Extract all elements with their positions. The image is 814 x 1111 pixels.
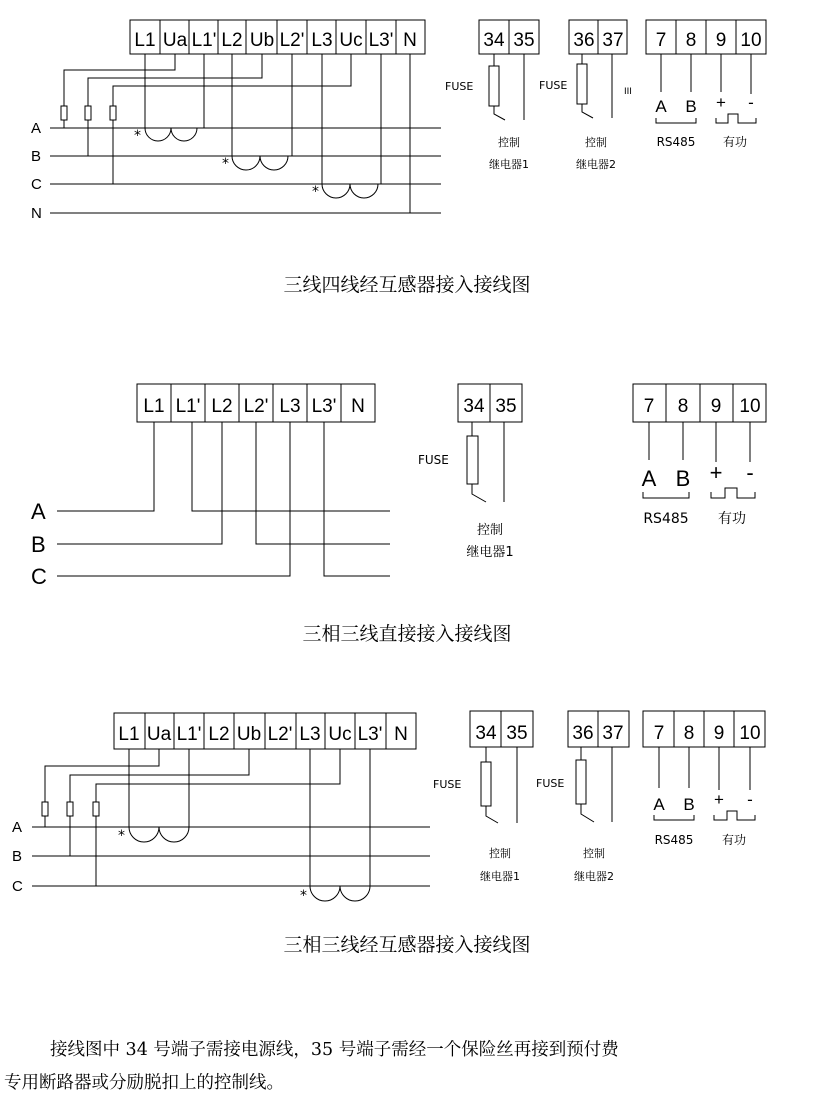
polarity-mark: *	[222, 156, 229, 172]
rs485-b-label: B	[675, 466, 691, 491]
phase-label-c: C	[31, 176, 42, 193]
pulse-plus-label: +	[716, 93, 726, 112]
fuse-label: FUSE	[445, 80, 474, 93]
phase-label-a: A	[31, 120, 42, 137]
terminal-label: L3'	[368, 30, 394, 51]
terminal-block	[137, 384, 375, 422]
terminal-label: Uc	[328, 724, 352, 745]
pulse-label: 有功	[718, 511, 746, 527]
terminal-label: L1'	[176, 724, 202, 745]
terminal-label: 8	[677, 396, 689, 417]
caption-diagram3: 三相三线经互感器接入接线图	[283, 934, 531, 956]
note-line-1: 接线图中 34 号端子需接电源线，35 号端子需经一个保险丝再接到预付费	[50, 1040, 619, 1060]
relay-label: 控制	[489, 847, 511, 860]
terminal-label: 9	[715, 30, 727, 51]
terminal-label: L1'	[175, 396, 201, 417]
relay-1	[445, 20, 539, 171]
stray-mark: ΙΙΙ	[624, 87, 632, 97]
comm-terminals	[633, 384, 766, 527]
relay-label: 继电器1	[466, 545, 514, 560]
terminal-label: 37	[602, 30, 624, 51]
phase-label-b: B	[12, 848, 23, 865]
phase-label-c: C	[12, 878, 23, 895]
fuse-label: FUSE	[433, 778, 462, 791]
phase-lines	[31, 120, 441, 222]
comm-terminals	[643, 711, 765, 847]
terminal-label: L3'	[311, 396, 337, 417]
terminal-label: 34	[483, 30, 505, 51]
pulse-label: 有功	[721, 833, 747, 847]
rs485-b-label: B	[685, 97, 697, 116]
terminal-label: Ua	[162, 30, 188, 51]
caption-diagram1: 三线四线经互感器接入接线图	[283, 274, 531, 296]
relay-label: 控制	[498, 136, 520, 149]
pulse-label: 有功	[722, 135, 748, 149]
relay-1	[433, 711, 533, 883]
phase-label-b: B	[31, 148, 42, 165]
diagram1	[31, 20, 766, 222]
relay-2	[536, 711, 629, 883]
terminal-label: N	[403, 30, 417, 51]
caption-diagram2: 三相三线直接接入接线图	[302, 623, 512, 645]
rs485-label: RS485	[654, 833, 694, 847]
voltage-leads	[42, 749, 340, 886]
relay-label: 控制	[585, 136, 607, 149]
rs485-label: RS485	[643, 511, 689, 527]
pulse-plus-label: +	[714, 790, 724, 809]
fuse-label: FUSE	[539, 79, 568, 92]
relay-label: 控制	[476, 523, 504, 538]
terminal-label: L1	[143, 396, 165, 417]
rs485-a-label: A	[655, 97, 667, 116]
terminal-label: 7	[643, 396, 655, 417]
pulse-minus-label: -	[747, 790, 753, 809]
relay-label: 控制	[583, 847, 605, 860]
polarity-mark: *	[118, 828, 125, 844]
terminal-label: L3	[279, 396, 301, 417]
diagram2	[31, 384, 766, 589]
terminal-label: 9	[713, 723, 725, 744]
terminal-label: L2	[221, 30, 243, 51]
pulse-plus-label: +	[709, 460, 723, 485]
terminal-label: 35	[495, 396, 517, 417]
polarity-mark: *	[134, 128, 141, 144]
terminal-label: Ub	[249, 30, 275, 51]
terminal-label: 8	[683, 723, 695, 744]
diagram3	[12, 711, 765, 904]
relay-label: 继电器1	[480, 870, 520, 883]
polarity-mark: *	[312, 184, 319, 200]
terminal-label: 36	[572, 723, 594, 744]
terminal-label: L2'	[243, 396, 269, 417]
terminal-label: 10	[740, 30, 762, 51]
wiring-note	[4, 1034, 804, 1100]
phase-label-n: N	[31, 205, 42, 222]
terminal-label: Ua	[146, 724, 172, 745]
note-line-2: 专用断路器或分励脱扣上的控制线。	[4, 1073, 284, 1093]
relay-label: 继电器1	[489, 158, 529, 171]
terminal-label: Ub	[236, 724, 262, 745]
voltage-leads	[61, 54, 351, 184]
phase-label-a: A	[12, 819, 23, 836]
terminal-label: 35	[506, 723, 528, 744]
terminal-label: L2	[211, 396, 233, 417]
relay-1	[418, 384, 522, 560]
comm-terminals	[646, 20, 766, 149]
terminal-label: L2'	[267, 724, 293, 745]
terminal-label: L3	[311, 30, 333, 51]
rs485-label: RS485	[656, 135, 696, 149]
phase-lines	[31, 422, 390, 589]
terminal-label: L2	[208, 724, 230, 745]
phase-lines	[12, 819, 430, 895]
pulse-minus-label: -	[746, 460, 754, 485]
terminal-label: N	[394, 724, 408, 745]
rs485-b-label: B	[683, 795, 695, 814]
terminal-label: 7	[653, 723, 665, 744]
terminal-label: 7	[655, 30, 667, 51]
terminal-block	[130, 20, 425, 54]
terminal-label: 35	[513, 30, 535, 51]
terminal-block	[114, 713, 416, 749]
relay-label: 继电器2	[574, 870, 614, 883]
terminal-label: L2'	[279, 30, 305, 51]
terminal-label: L3	[299, 724, 321, 745]
relay-2	[539, 20, 632, 171]
fuse-label: FUSE	[418, 453, 449, 467]
polarity-mark: *	[300, 888, 307, 904]
terminal-label: L1	[118, 724, 140, 745]
pulse-minus-label: -	[748, 93, 754, 112]
phase-label-c: C	[31, 564, 47, 589]
terminal-label: 10	[739, 723, 761, 744]
phase-label-b: B	[31, 532, 46, 557]
terminal-label: 8	[685, 30, 697, 51]
terminal-label: Uc	[339, 30, 363, 51]
terminal-label: 34	[463, 396, 485, 417]
terminal-label: 9	[710, 396, 722, 417]
phase-label-a: A	[31, 499, 46, 524]
terminal-label: L1	[134, 30, 156, 51]
terminal-label: 10	[739, 396, 761, 417]
terminal-label: L1'	[191, 30, 217, 51]
fuse-label: FUSE	[536, 777, 565, 790]
rs485-a-label: A	[653, 795, 665, 814]
relay-label: 继电器2	[576, 158, 616, 171]
terminal-label: L3'	[357, 724, 383, 745]
rs485-a-label: A	[641, 466, 657, 491]
terminal-label: 36	[573, 30, 595, 51]
terminal-label: 34	[475, 723, 497, 744]
terminal-label: N	[351, 396, 365, 417]
terminal-label: 37	[602, 723, 624, 744]
